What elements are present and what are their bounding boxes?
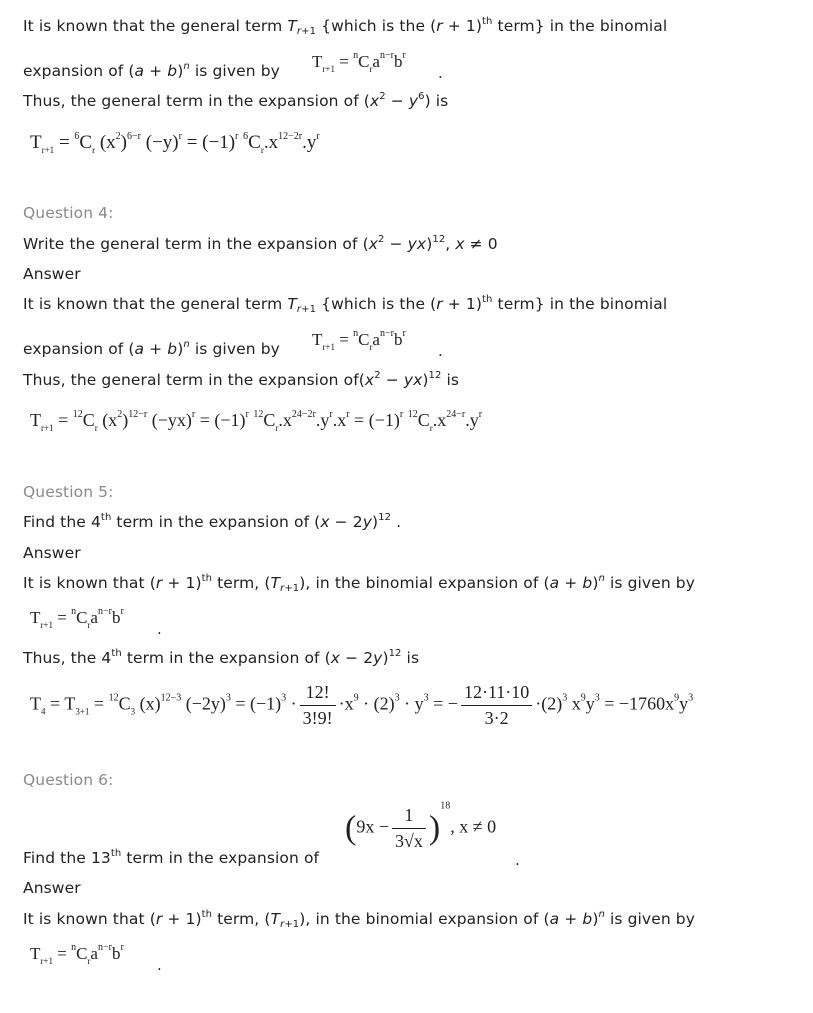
- formula-general-term-2: $T_{r+1} = ^nC_ra^{n-r}b^r$: [312, 328, 406, 352]
- formula-general-term-3: $T_{r+1} = ^nC_ra^{n-r}b^r$: [30, 606, 124, 630]
- expansion-given-by-2: expansion of $(a + b)^n$ is given by: [23, 339, 280, 358]
- answer-label-5: Answer: [23, 544, 81, 562]
- answer-label-4: Answer: [23, 265, 81, 283]
- formula-general-term-4: $T_{r+1} = ^nC_ra^{n-r}b^r$: [30, 942, 124, 966]
- formula-expansion-x2-y6: $T_{r+1} = ^6C_r$ $(x^2)^{6-r}$ $(-y)^r = (-1)^r$ $^6C_r.x^{12-2r}.y^r$: [30, 131, 320, 155]
- formula-expansion-x2-yx: $T_{r+1} = ^{12}C_r$ $(x^2)^{12-r}$ $(-yx)^r = (-1)^r$ $^{12}C_r.x^{24-2r}.y^r.x^r = (-1)^r$ $^{12}C_r.x^{24-r}.y^r$: [30, 409, 483, 433]
- question-6-text: Find the 13th term in the expansion of: [23, 848, 320, 867]
- formula-4th-term: $T_4 = T_{3+1} = ^{12}C_3$ $(x)^{12-3}$ $(-2y)^3 = (-1)^3$ · $\frac{12!}{3!9!}$ $\cdot x^9 \cdot (2)^3 \cdot y^3$ = − $\frac{12\cdot 11\cdot 10}{3\cdot 2}$ $\cdot(2)^3$ $x^9y^3 = -1760x^9y^3$: [30, 682, 694, 728]
- thus-4th-term: Thus, the 4th term in the expansion of $(x - 2y)^{12}$ is: [23, 648, 420, 667]
- formula-q6-expression: (9x − $\frac{1}{3√x}$ )$^{18}$, x ≠ 0: [345, 800, 497, 851]
- formula-general-term-1: $T_{r+1} = ^nC_ra^{n-r}b^r$: [312, 50, 406, 74]
- question-5-label: Question 5:: [23, 483, 114, 501]
- answer-label-6: Answer: [23, 879, 81, 897]
- thus-general-term-1: Thus, the general term in the expansion of $(x^2 - y^6)$ is: [23, 91, 449, 110]
- intro-known-general-term-2: It is known that the general term $T_{r+1}$ {which is the $(r + 1)^{th}$ term} in the binomial: [23, 294, 668, 315]
- thus-general-term-2: Thus, the general term in the expansion $of(x^2 - yx)^{12}$ is: [23, 370, 460, 389]
- expansion-given-by-1: expansion of $(a + b)^n$ is given by: [23, 61, 280, 80]
- intro-known-general-term: It is known that the general term $T_{r+1}$ {which is the $(r + 1)^{th}$ term} in the binomial: [23, 16, 668, 37]
- question-4-label: Question 4:: [23, 204, 114, 222]
- question-5-text: Find the 4th term in the expansion of $(x - 2y)^{12}$ .: [23, 512, 402, 531]
- question-4-text: Write the general term in the expansion of $(x^2 - yx)^{12}$, x ≠ 0: [23, 234, 498, 253]
- known-rterm-6: It is known that $(r + 1)^{th}$ term, $(T_{r+1})$, in the binomial expansion of $(a + b)^n$ is given by: [23, 909, 695, 930]
- known-rterm-5: It is known that $(r + 1)^{th}$ term, $(T_{r+1})$, in the binomial expansion of $(a + b)^n$ is given by: [23, 573, 695, 594]
- question-6-label: Question 6:: [23, 771, 114, 789]
